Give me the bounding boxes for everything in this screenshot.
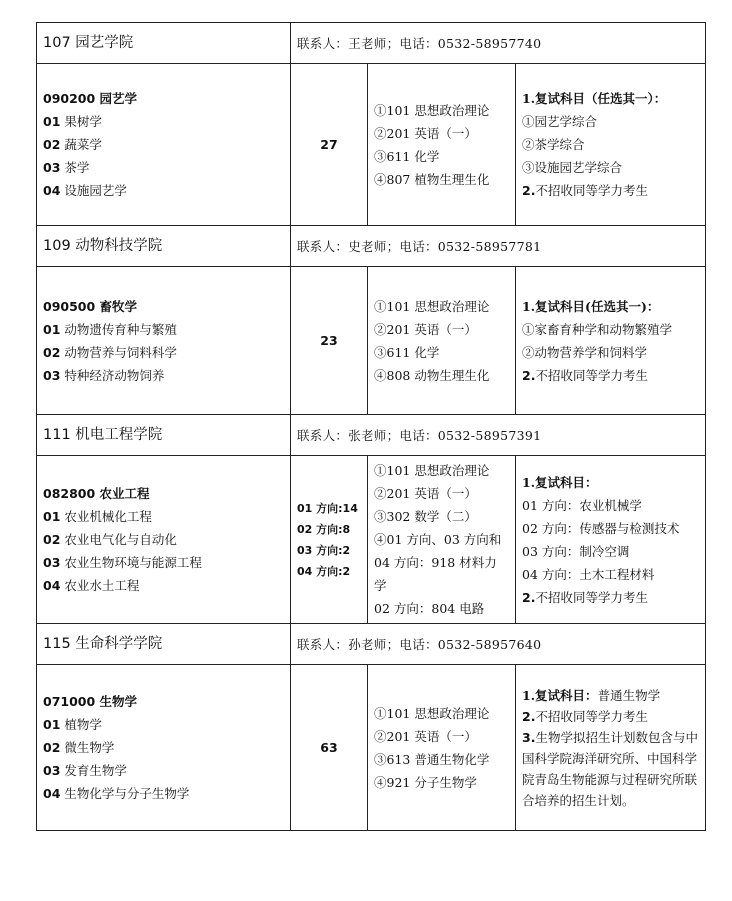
- admission-table: [36, 22, 706, 831]
- exam-item: ④921 分子生物学: [374, 774, 477, 790]
- retest-label: 1.复试科目：普通生物学: [522, 687, 661, 703]
- exam-item: ①101 思想政治理论: [374, 463, 490, 478]
- enrollment-count-by-direction: [291, 456, 368, 624]
- enrollment-count: 27: [291, 64, 368, 226]
- direction-item: 04 设施园艺学: [43, 183, 127, 198]
- notes-cell: [516, 456, 706, 624]
- direction-item: 02 微生物学: [43, 740, 115, 755]
- retest-item: ②动物营养学和饲料学: [522, 344, 648, 360]
- major-row: [37, 456, 706, 624]
- major-row: [37, 64, 706, 226]
- college-header-row: [37, 624, 706, 665]
- retest-item: ②茶学综合: [522, 137, 585, 152]
- notes-cell: [516, 267, 706, 415]
- direction-item: 03 茶学: [43, 160, 90, 175]
- direction-item: 04 农业水土工程: [43, 578, 140, 593]
- exam-item: ③611 化学: [374, 344, 440, 360]
- enrollment-count: 63: [291, 665, 368, 831]
- exam-item: ②201 英语（一）: [374, 728, 477, 744]
- direction-item: 04 生物化学与分子生物学: [43, 786, 190, 801]
- college-name: 107 园艺学院: [37, 23, 291, 64]
- major-title: 071000 生物学: [43, 694, 138, 709]
- retest-item: 02 方向：传感器与检测技术: [522, 520, 680, 536]
- exam-subjects: [368, 64, 516, 226]
- major-row: [37, 267, 706, 415]
- direction-count: 03 方向:2: [297, 543, 351, 557]
- college-header-row: [37, 23, 706, 64]
- retest-item: 01 方向：农业机械学: [522, 497, 642, 513]
- exam-subjects: [368, 267, 516, 415]
- exam-item: ②201 英语（一）: [374, 321, 477, 337]
- enrollment-count: 23: [291, 267, 368, 415]
- exam-item: ②201 英语（一）: [374, 125, 477, 141]
- college-contact: 联系人：王老师；电话：0532-58957740: [291, 23, 706, 64]
- direction-item: 03 农业生物环境与能源工程: [43, 555, 202, 570]
- exam-item: ①101 思想政治理论: [374, 705, 490, 721]
- major-row: [37, 665, 706, 831]
- retest-item: ①园艺学综合: [522, 114, 598, 129]
- major-title: 090500 畜牧学: [43, 298, 138, 314]
- exam-item: ③611 化学: [374, 148, 440, 164]
- note-item: 2.不招收同等学力考生: [522, 367, 648, 383]
- exam-subjects: [368, 456, 516, 624]
- note-item: 2.不招收同等学力考生: [522, 708, 648, 724]
- direction-count: 04 方向:2: [297, 564, 351, 578]
- retest-label: 1.复试科目：: [522, 474, 598, 490]
- exam-item: ③302 数学（二）: [374, 509, 477, 524]
- exam-item: ③613 普通生物化学: [374, 751, 490, 767]
- note-item: 2.不招收同等学力考生: [522, 183, 648, 198]
- direction-count: 01 方向:14: [297, 501, 358, 515]
- exam-item: 02 方向：804 电路: [374, 601, 485, 616]
- major-cell: [37, 456, 291, 624]
- direction-item: 02 农业电气化与自动化: [43, 532, 177, 547]
- college-contact: 联系人：张老师；电话：0532-58957391: [291, 415, 706, 456]
- major-cell: [37, 665, 291, 831]
- major-cell: [37, 64, 291, 226]
- retest-item: 04 方向：土木工程材料: [522, 566, 655, 582]
- major-title: 090200 园艺学: [43, 91, 138, 106]
- direction-item: 03 特种经济动物饲养: [43, 367, 165, 383]
- exam-subjects: [368, 665, 516, 831]
- exam-item: ④808 动物生理生化: [374, 367, 490, 383]
- retest-label: 1.复试科目（任选其一）：: [522, 91, 667, 106]
- college-header-row: [37, 415, 706, 456]
- major-title: 082800 农业工程: [43, 486, 150, 501]
- direction-item: 03 发育生物学: [43, 763, 127, 778]
- note-item: 2.不招收同等学力考生: [522, 589, 648, 605]
- college-name: 111 机电工程学院: [37, 415, 291, 456]
- notes-cell: [516, 64, 706, 226]
- major-cell: [37, 267, 291, 415]
- college-contact: 联系人：孙老师；电话：0532-58957640: [291, 624, 706, 665]
- retest-item: 03 方向：制冷空调: [522, 543, 630, 559]
- note-item: 3.生物学拟招生计划数包含与中国科学院海洋研究所、中国科学院青岛生物能源与过程研究所联合培养的招生计划。: [522, 729, 698, 808]
- direction-item: 02 动物营养与饲料科学: [43, 344, 177, 360]
- direction-item: 01 动物遗传育种与繁殖: [43, 321, 177, 337]
- college-header-row: [37, 226, 706, 267]
- college-contact: 联系人：史老师；电话：0532-58957781: [291, 226, 706, 267]
- exam-item: ①101 思想政治理论: [374, 102, 490, 118]
- direction-item: 02 蔬菜学: [43, 137, 102, 152]
- college-name: 109 动物科技学院: [37, 226, 291, 267]
- retest-item: ③设施园艺学综合: [522, 160, 623, 175]
- retest-label: 1.复试科目(任选其一)：: [522, 298, 660, 314]
- exam-item: ②201 英语（一）: [374, 486, 477, 501]
- direction-item: 01 果树学: [43, 114, 102, 129]
- notes-cell: [516, 665, 706, 831]
- exam-item: ①101 思想政治理论: [374, 298, 490, 314]
- exam-item: ④807 植物生理生化: [374, 171, 490, 187]
- direction-item: 01 农业机械化工程: [43, 509, 152, 524]
- direction-item: 01 植物学: [43, 717, 102, 732]
- college-name: 115 生命科学学院: [37, 624, 291, 665]
- retest-item: ①家畜育种学和动物繁殖学: [522, 321, 673, 337]
- exam-item: ④01 方向、03 方向和 04 方向：918 材料力学: [374, 532, 502, 593]
- direction-count: 02 方向:8: [297, 522, 351, 536]
